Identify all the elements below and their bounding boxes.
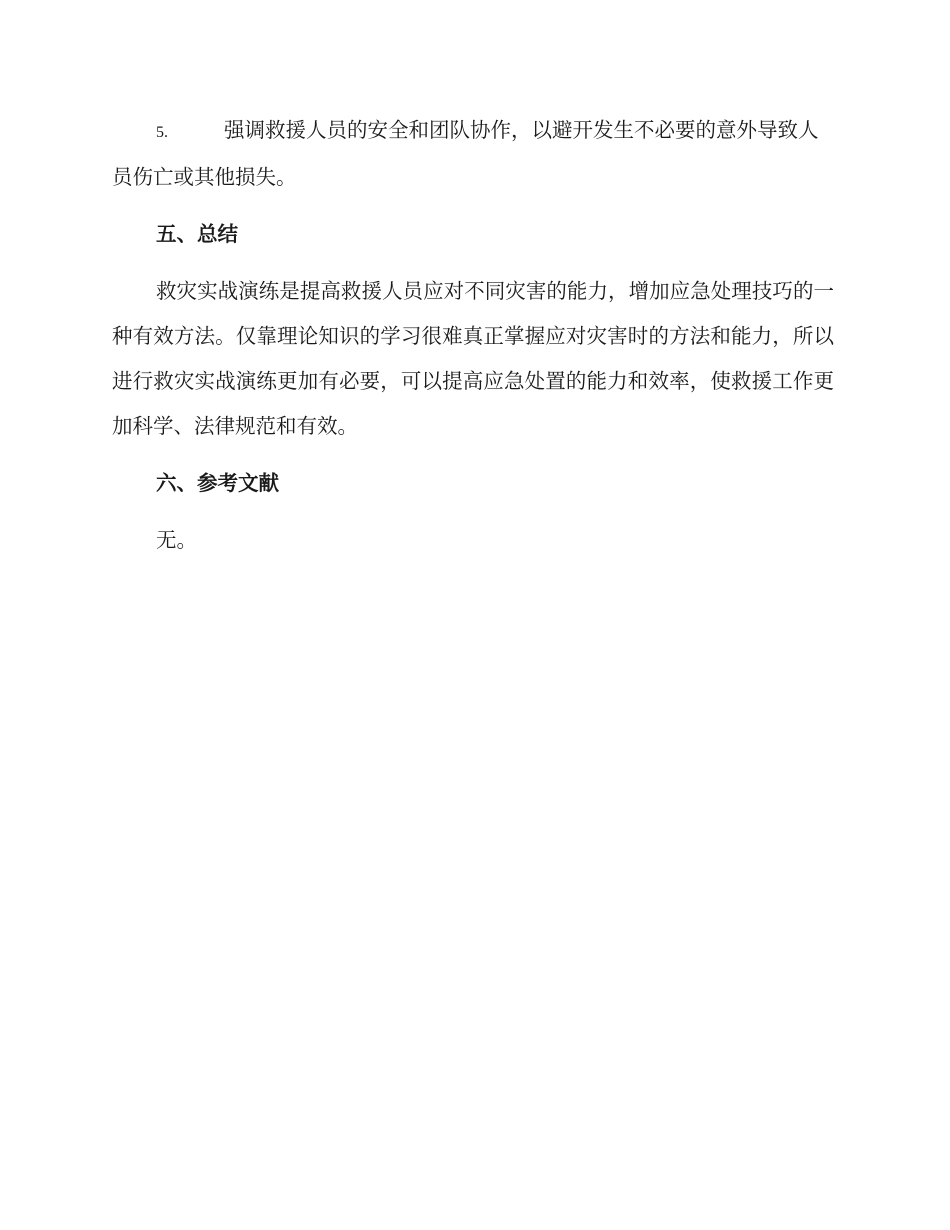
references-paragraph: 无。 [156,528,197,552]
section-heading-summary: 五、总结 [156,222,238,246]
list-item-number: 5. [156,124,168,141]
summary-paragraph: 救灾实战演练是提高救援人员应对不同灾害的能力，增加应急处理技巧的一种有效方法。仅靠理论知识的学习很难真正掌握应对灾害时的方法和能力，所以进行救灾实战演练更加有必要，可以提高应急处置的能力和效率，使救援工作更加科学、法律规范和有效。 [112,279,834,438]
list-item-5 [112,108,834,200]
document-body [112,108,834,563]
list-item-text: 强调救援人员的安全和团队协作，以避开发生不必要的意外导致人员伤亡或其他损失。 [112,118,819,189]
section-heading-references: 六、参考文献 [156,471,279,495]
